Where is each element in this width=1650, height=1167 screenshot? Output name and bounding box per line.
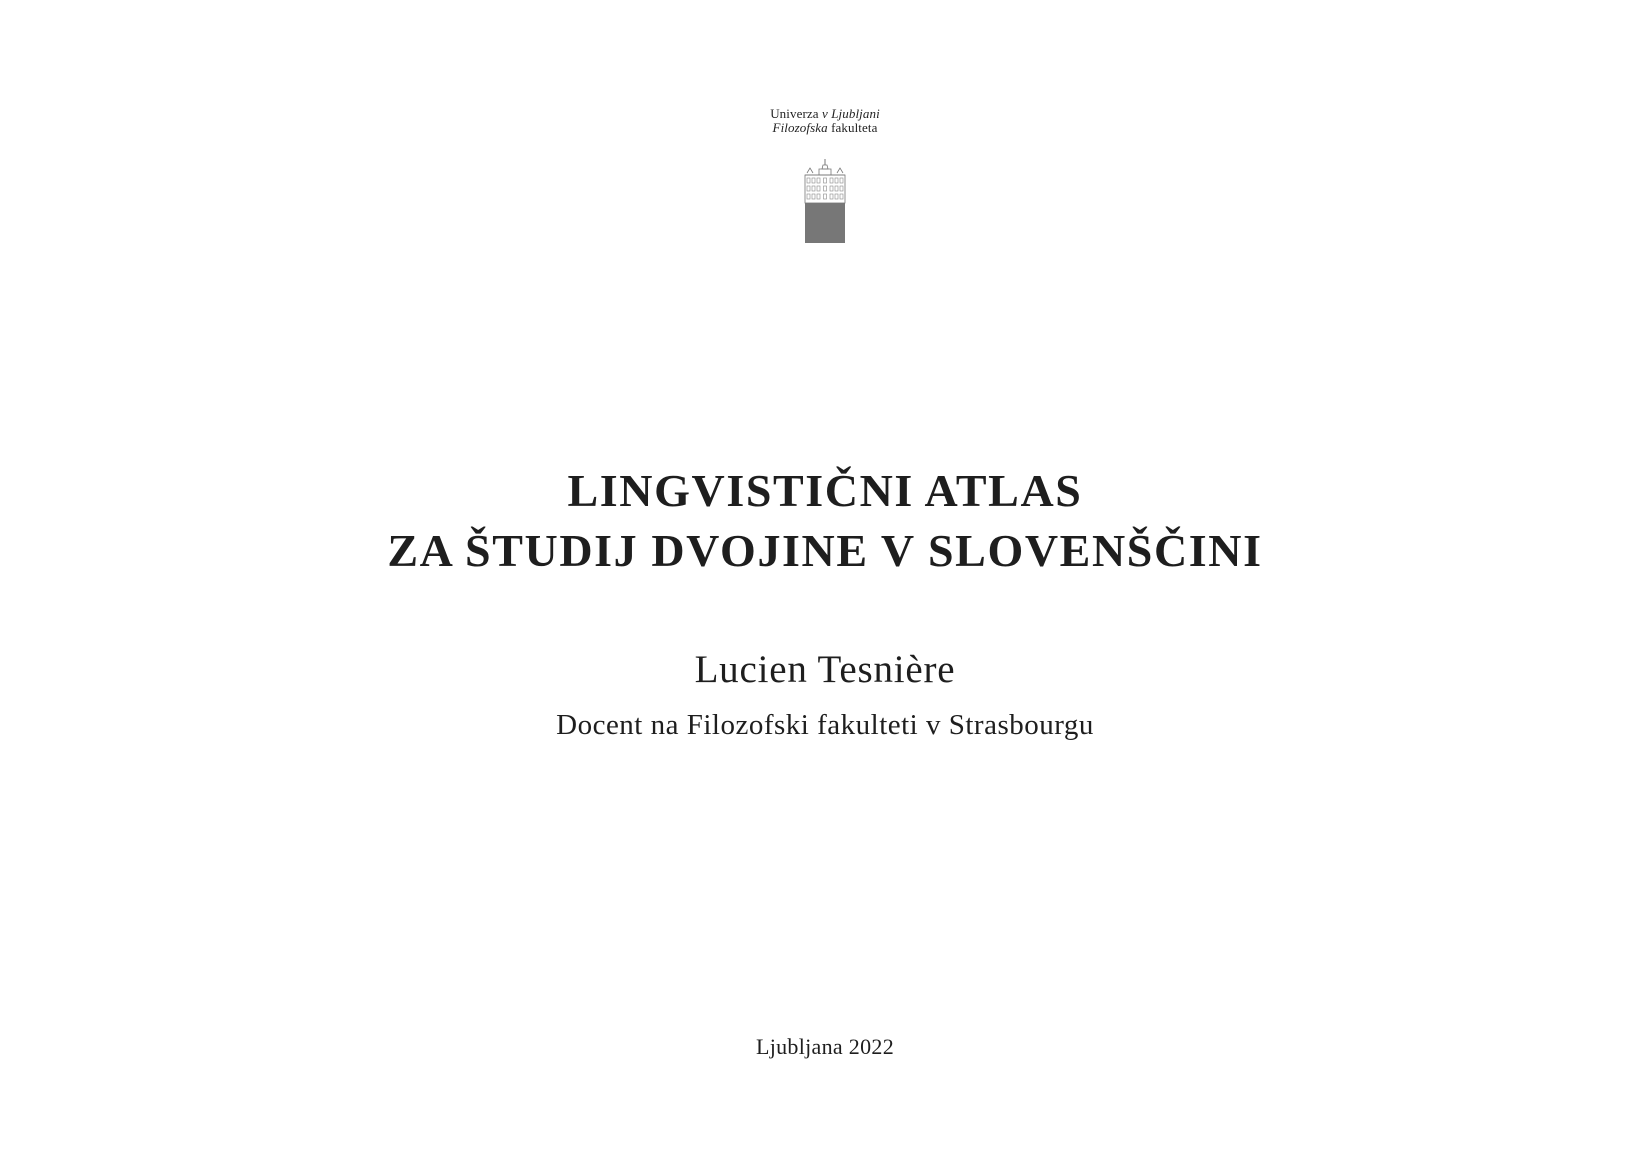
author-affiliation: Docent na Filozofski fakulteti v Strasbourgu — [556, 709, 1094, 741]
author-name: Lucien Tesnière — [694, 648, 956, 691]
logo-line-1-italic: v Ljubljani — [821, 106, 880, 121]
logo-line-1 — [0, 107, 1650, 121]
logo-line-1-plain: Univerza — [770, 106, 822, 121]
logo-line-2-italic: Filozofska — [772, 120, 828, 135]
book-title-line-1: LINGVISTIČNI ATLAS — [567, 465, 1083, 516]
book-title-line-2: ZA ŠTUDIJ DVOJINE V SLOVENŠČINI — [387, 525, 1263, 576]
book-title — [0, 461, 1650, 581]
publication-place-year: Ljubljana 2022 — [755, 1034, 894, 1059]
faculty-building-emblem-icon — [804, 159, 846, 243]
logo-text — [0, 107, 1650, 135]
university-logo — [0, 107, 1650, 243]
logo-line-2-plain: fakulteta — [827, 120, 878, 135]
logo-line-2 — [0, 121, 1650, 135]
